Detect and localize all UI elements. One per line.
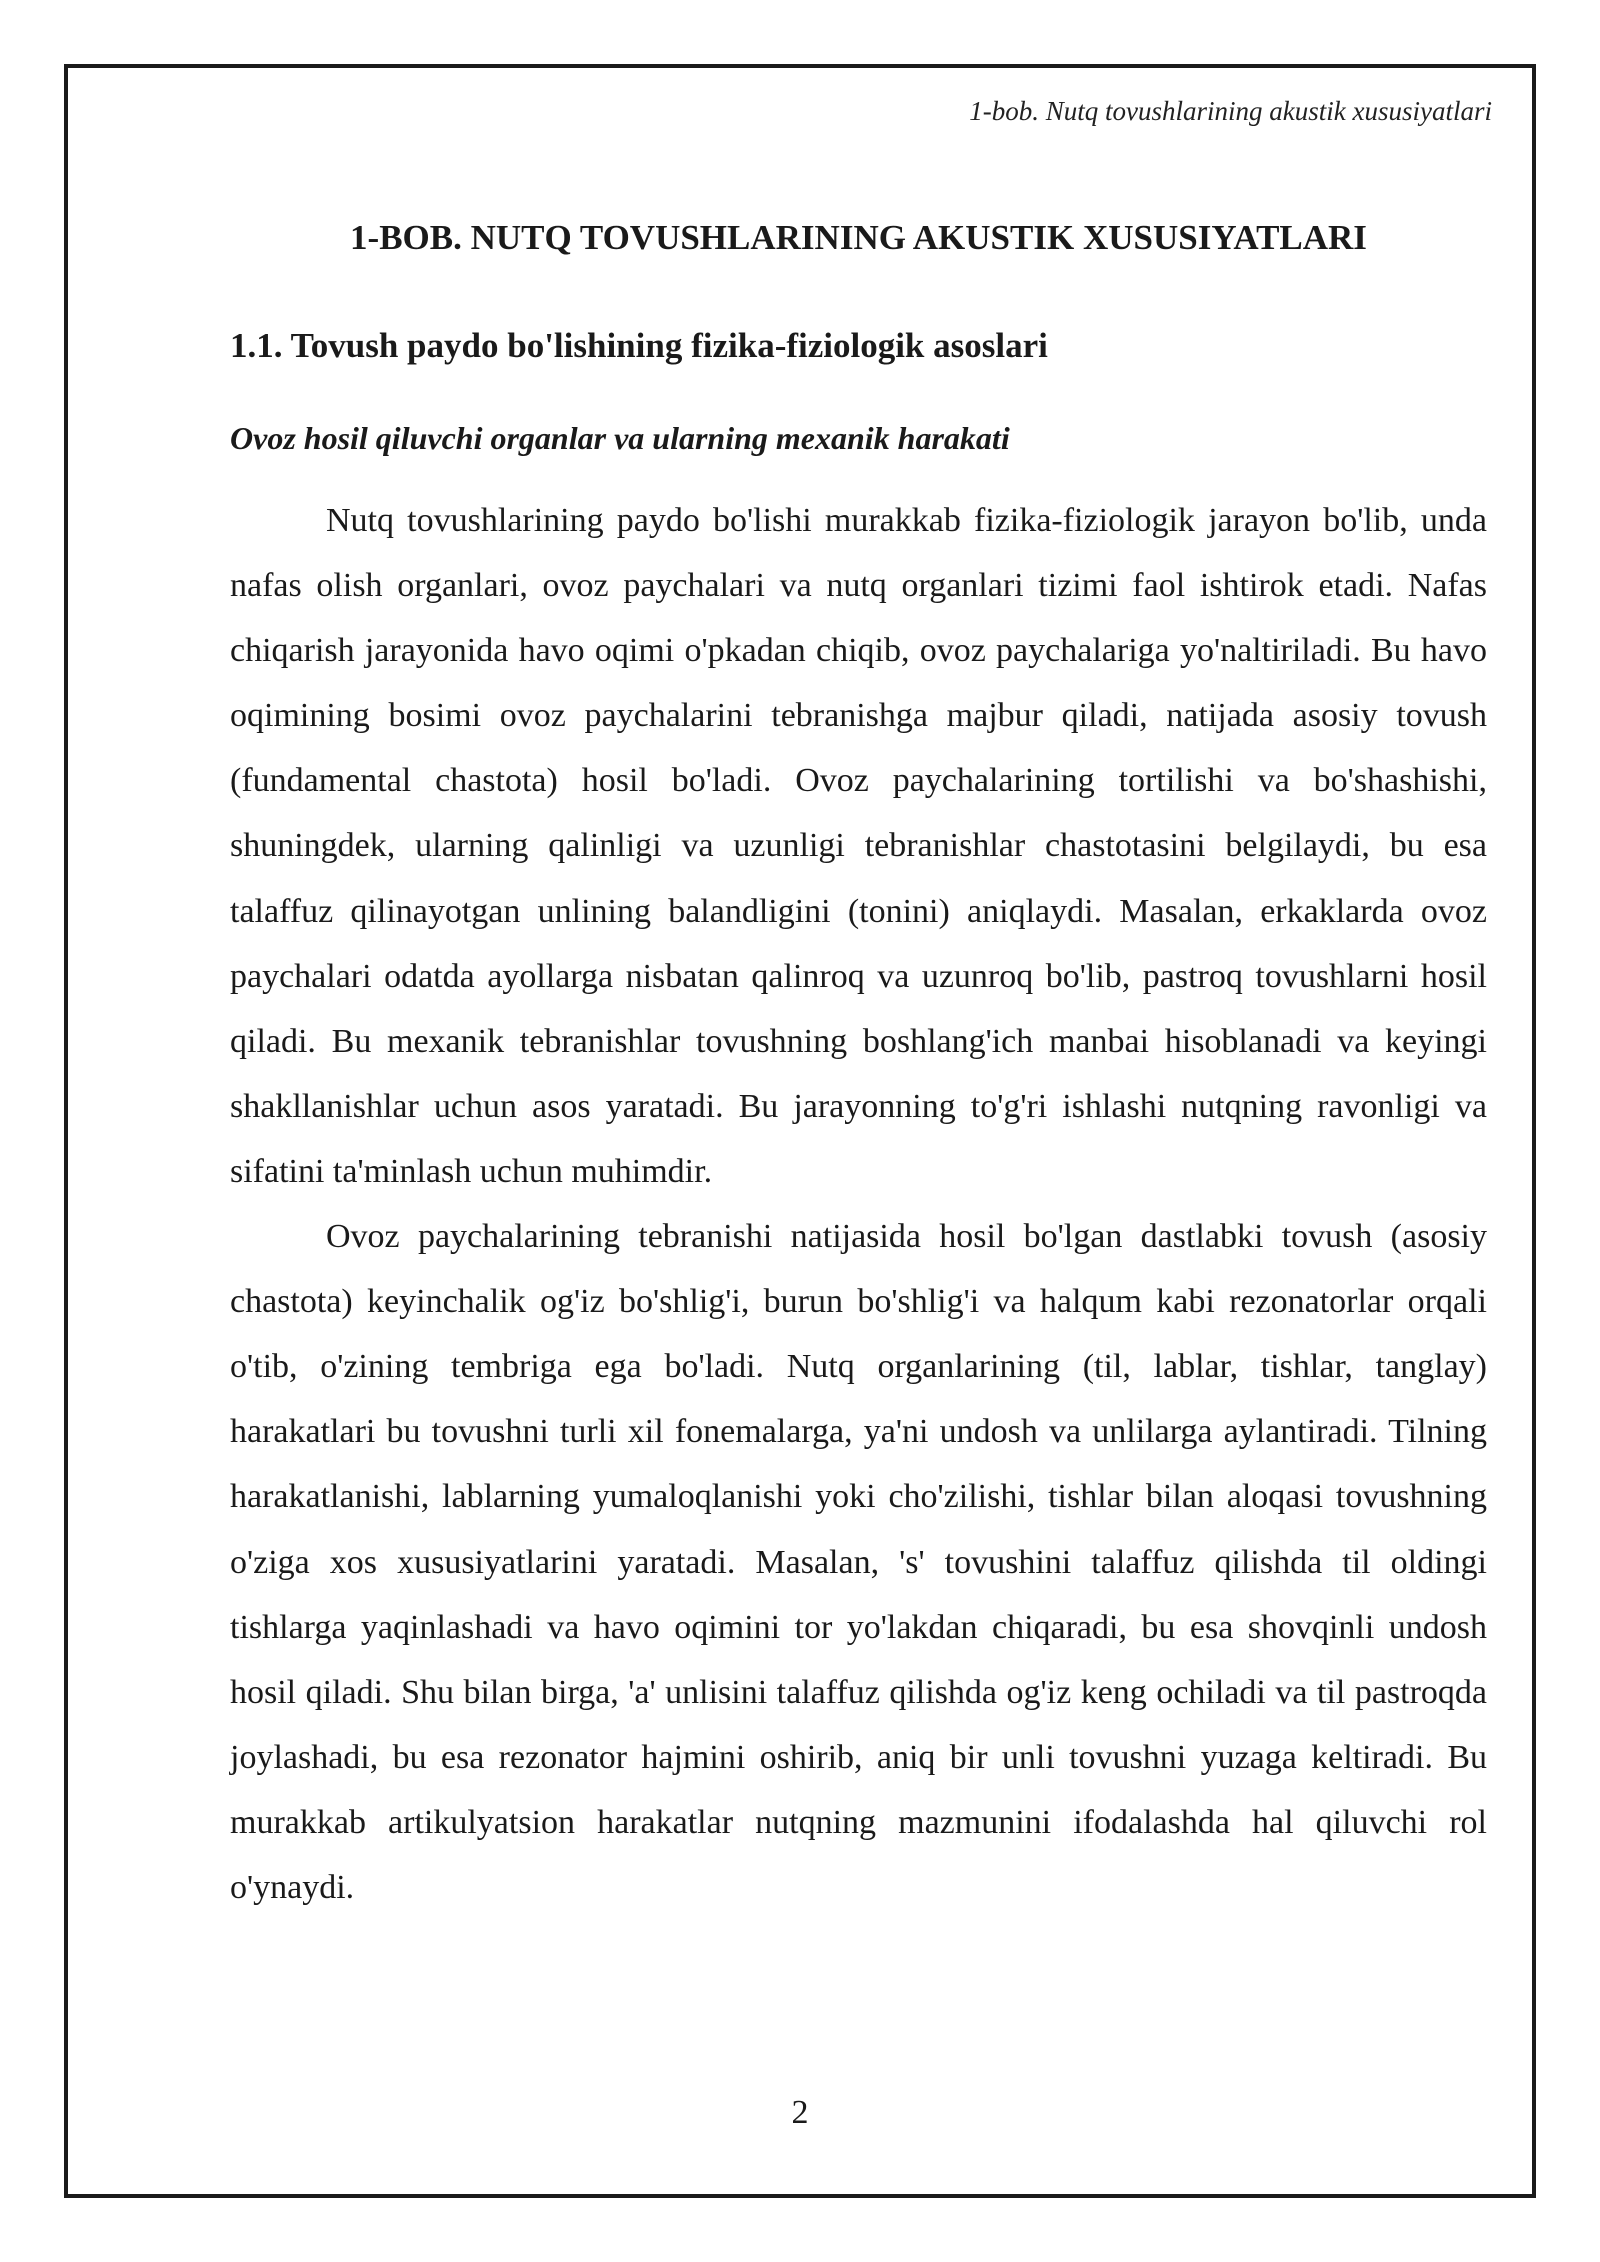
subsection-title: Ovoz hosil qiluvchi organlar va ularning mexanik harakati [230, 420, 1010, 456]
body-text [230, 488, 1487, 1920]
paragraph: Nutq tovushlarining paydo bo'lishi murakkab fizika-fiziologik jarayon bo'lib, unda nafas olish organlari, ovoz paychalari va nutq organlari tizimi faol ishtirok etadi. Nafas chiqarish jarayonida havo oqimi o'pkadan chiqib, ovoz paychalariga yo'naltiriladi. Bu havo oqimining bosimi ovoz paychalarini tebranishga majbur qiladi, natijada asosiy tovush (fundamental chastota) hosil bo'ladi. Ovoz paychalarining tortilishi va bo'shashishi, shuningdek, ularning qalinligi va uzunligi tebranishlar chastotasini belgilaydi, bu esa talaffuz qilinayotgan unlining balandligini (tonini) aniqlaydi. Masalan, erkaklarda ovoz paychalari odatda ayollarga nisbatan qalinroq va uzunroq bo'lib, pastroq tovushlarni hosil qiladi. Bu mexanik tebranishlar tovushning boshlang'ich manbai hisoblanadi va keyingi shakllanishlar uchun asos yaratadi. Bu jarayonning to'g'ri ishlashi nutqning ravonligi va sifatini ta'minlash uchun muhimdir. [230, 502, 1487, 1190]
running-header: 1-bob. Nutq tovushlarining akustik xususiyatlari [969, 96, 1492, 126]
page-number: 2 [791, 2094, 809, 2131]
chapter-title: 1-BOB. NUTQ TOVUSHLARINING AKUSTIK XUSUSIYATLARI [350, 218, 1367, 257]
section-title: 1.1. Tovush paydo bo'lishining fizika-fiziologik asoslari [230, 326, 1048, 365]
paragraph: Ovoz paychalarining tebranishi natijasida hosil bo'lgan dastlabki tovush (asosiy chastota) keyinchalik og'iz bo'shlig'i, burun bo'shlig'i va halqum kabi rezonatorlar orqali o'tib, o'zining tembriga ega bo'ladi. Nutq organlarining (til, lablar, tishlar, tanglay) harakatlari bu tovushni turli xil fonemalarga, ya'ni undosh va unlilarga aylantiradi. Tilning harakatlanishi, lablarning yumaloqlanishi yoki cho'zilishi, tishlar bilan aloqasi tovushning o'ziga xos xususiyatlarini yaratadi. Masalan, 's' tovushini talaffuz qilishda til oldingi tishlarga yaqinlashadi va havo oqimini tor yo'lakdan chiqaradi, bu esa shovqinli undosh hosil qiladi. Shu bilan birga, 'a' unlisini talaffuz qilishda og'iz keng ochiladi va til pastroqda joylashadi, bu esa rezonator hajmini oshirib, aniq bir unli tovushni yuzaga keltiradi. Bu murakkab artikulyatsion harakatlar nutqning mazmunini ifodalashda hal qiluvchi rol o'ynaydi. [230, 1218, 1487, 1906]
